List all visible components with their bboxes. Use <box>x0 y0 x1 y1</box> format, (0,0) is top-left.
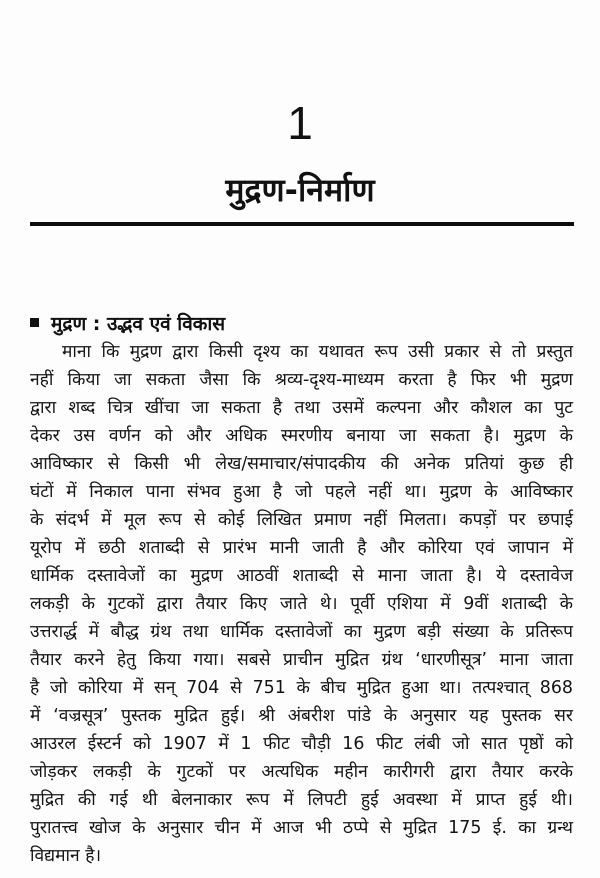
body-paragraph <box>30 338 573 870</box>
paragraph-line: माना कि मुद्रण द्वारा किसी दृश्य का यथावत रूप उसी प्रकार से तो प्रस्तुत <box>62 342 573 362</box>
section-heading <box>30 310 225 338</box>
paragraph-line: है जो कोरिया में सन् 704 से 751 के बीच मुद्रित हुआ था। तत्पश्चात् 868 <box>30 678 573 698</box>
chapter-title: मुद्रण-निर्माण <box>225 171 375 209</box>
square-bullet-icon <box>30 318 39 327</box>
paragraph-line: यूरोप में छठी शताब्दी से प्रारंभ मानी जाती है और कोरिया एवं जापान में <box>30 538 573 558</box>
chapter-number: 1 <box>287 97 313 149</box>
paragraph-line: उत्तरार्द्ध में बौद्ध ग्रंथ तथा धार्मिक दस्तावेजों का मुद्रण बड़ी संख्या के प्रतिरूप <box>30 622 573 642</box>
paragraph-line: मुद्रित की गई थी बेलनाकार रूप में लिपटी हुई अवस्था में प्राप्त हुई थी। <box>30 790 573 810</box>
paragraph-line: विद्यमान है। <box>30 846 102 866</box>
paragraph-line: आउरल ईस्टर्न को 1907 में 1 फीट चौड़ी 16 फीट लंबी जो सात पृष्ठों को <box>30 734 573 754</box>
paragraph-line: जोड़कर लकड़ी के गुटकों पर अत्यधिक महीन कारीगरी द्वारा तैयार करके <box>30 762 573 782</box>
paragraph-line: पुरातत्त्व खोज के अनुसार चीन में आज भी ठप्पे से मुद्रित 175 ई. का ग्रन्थ <box>30 818 573 838</box>
paragraph-line: घंटों में निकाल पाना संभव हुआ है जो पहले नहीं था। मुद्रण के आविष्कार <box>30 482 573 502</box>
paragraph-line: लकड़ी के गुटकों द्वारा तैयार किए जाते थे। पूर्वी एशिया में 9वीं शताब्दी के <box>30 594 573 614</box>
title-divider-rule <box>30 222 574 226</box>
paragraph-line: तैयार करने हेतु किया गया। सबसे प्राचीन मुद्रित ग्रंथ ‘धारणीसूत्र’ माना जाता <box>30 650 573 670</box>
paragraph-line: देकर उस वर्णन को और अधिक स्मरणीय बनाया जा सकता है। मुद्रण के <box>30 426 573 446</box>
paragraph-line: द्वारा शब्द चित्र खींचा जा सकता है तथा उसमें कल्पना और कौशल का पुट <box>30 398 573 418</box>
paragraph-line: में ‘वज्रसूत्र’ पुस्तक मुद्रित हुई। श्री अंबरीश पांडे के अनुसार यह पुस्तक सर <box>30 706 573 726</box>
paragraph-line: आविष्कार से किसी भी लेख/समाचार/संपादकीय की अनेक प्रतियां कुछ ही <box>30 454 573 474</box>
paragraph-line: के संदर्भ में मूल रूप से कोई लिखित प्रमाण नहीं मिलता। कपड़ों पर छपाई <box>30 510 573 530</box>
paragraph-line: धार्मिक दस्तावेजों का मुद्रण आठवीं शताब्दी से माना जाता है। ये दस्तावेज <box>30 566 573 586</box>
paragraph-line: नहीं किया जा सकता जैसा कि श्रव्य-दृश्य-माध्यम करता है फिर भी मुद्रण <box>30 370 573 390</box>
section-heading-text: मुद्रण : उद्भव एवं विकास <box>51 313 226 335</box>
